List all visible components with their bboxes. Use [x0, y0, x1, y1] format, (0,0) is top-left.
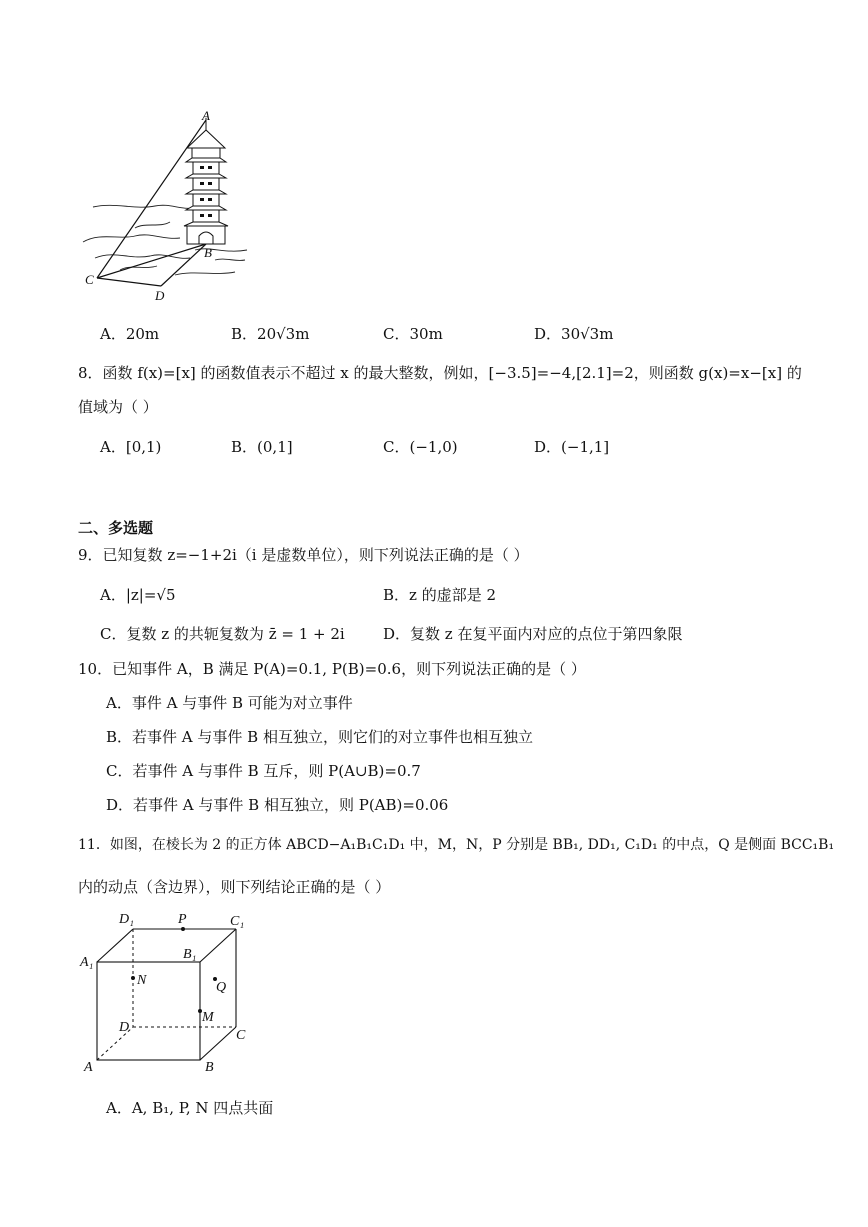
q7-option-c: C．30m	[383, 325, 443, 343]
q10-option-a: A．事件 A 与事件 B 可能为对立事件	[106, 694, 353, 712]
q10-option-b: B．若事件 A 与事件 B 相互独立，则它们的对立事件也相互独立	[106, 728, 533, 746]
cube-label-B1: B₁	[183, 947, 197, 962]
label-A: A	[202, 110, 210, 123]
q8-option-b: B．(0,1]	[231, 438, 293, 456]
q9-option-b: B．z 的虚部是 2	[383, 586, 497, 604]
q8-option-c: C．(−1,0)	[383, 438, 458, 456]
q8-line1: 8．函数 f(x)=[x] 的函数值表示不超过 x 的最大整数，例如，[−3.5]=−4,[2.1]=2，则函数 g(x)=x−[x] 的	[78, 364, 802, 382]
q7-option-a: A．20m	[100, 325, 160, 343]
q8-option-a: A．[0,1)	[100, 438, 162, 456]
q9-option-c: C．复数 z 的共轭复数为 z̄ = 1 + 2i	[100, 625, 345, 643]
section-heading: 二、多选题	[78, 519, 154, 537]
cube-label-Q: Q	[216, 980, 227, 995]
cube-label-C: C	[236, 1028, 246, 1043]
q11-line2: 内的动点（含边界），则下列结论正确的是（ ）	[78, 878, 391, 896]
q8-option-d: D．(−1,1]	[534, 438, 610, 456]
label-C: C	[85, 272, 94, 287]
q8-line2: 值域为（ ）	[78, 398, 158, 416]
q7-option-d: D．30√3m	[534, 325, 614, 343]
cube-label-A: A	[84, 1060, 93, 1075]
cube-figure	[75, 905, 260, 1080]
q9-stem: 9．已知复数 z=−1+2i（i 是虚数单位），则下列说法正确的是（ ）	[78, 546, 529, 564]
q10-option-d: D．若事件 A 与事件 B 相互独立，则 P(AB)=0.06	[106, 796, 449, 814]
q9-option-a: A．|z|=√5	[100, 586, 176, 604]
cube-label-M: M	[202, 1010, 214, 1025]
label-B: B	[204, 245, 212, 260]
q9-option-d: D．复数 z 在复平面内对应的点位于第四象限	[383, 625, 683, 643]
label-D: D	[155, 288, 165, 303]
q11-option-a: A．A, B₁, P, N 四点共面	[106, 1099, 274, 1117]
cube-label-P: P	[178, 912, 187, 927]
cube-label-B: B	[205, 1060, 214, 1075]
pagoda-figure	[75, 110, 260, 305]
cube-label-D1: D₁	[119, 912, 134, 927]
cube-label-D: D	[119, 1020, 130, 1035]
q10-stem: 10．已知事件 A，B 满足 P(A)=0.1, P(B)=0.6，则下列说法正确的是（ ）	[78, 660, 586, 678]
q7-option-b: B．20√3m	[231, 325, 310, 343]
q10-option-c: C．若事件 A 与事件 B 互斥，则 P(A∪B)=0.7	[106, 762, 421, 780]
cube-label-C1: C₁	[230, 914, 245, 929]
cube-label-N: N	[137, 973, 147, 988]
q11-line1: 11．如图，在棱长为 2 的正方体 ABCD−A₁B₁C₁D₁ 中，M，N，P 分别是 BB₁, DD₁, C₁D₁ 的中点，Q 是侧面 BCC₁B₁	[78, 837, 835, 853]
cube-label-A1: A₁	[80, 955, 94, 970]
